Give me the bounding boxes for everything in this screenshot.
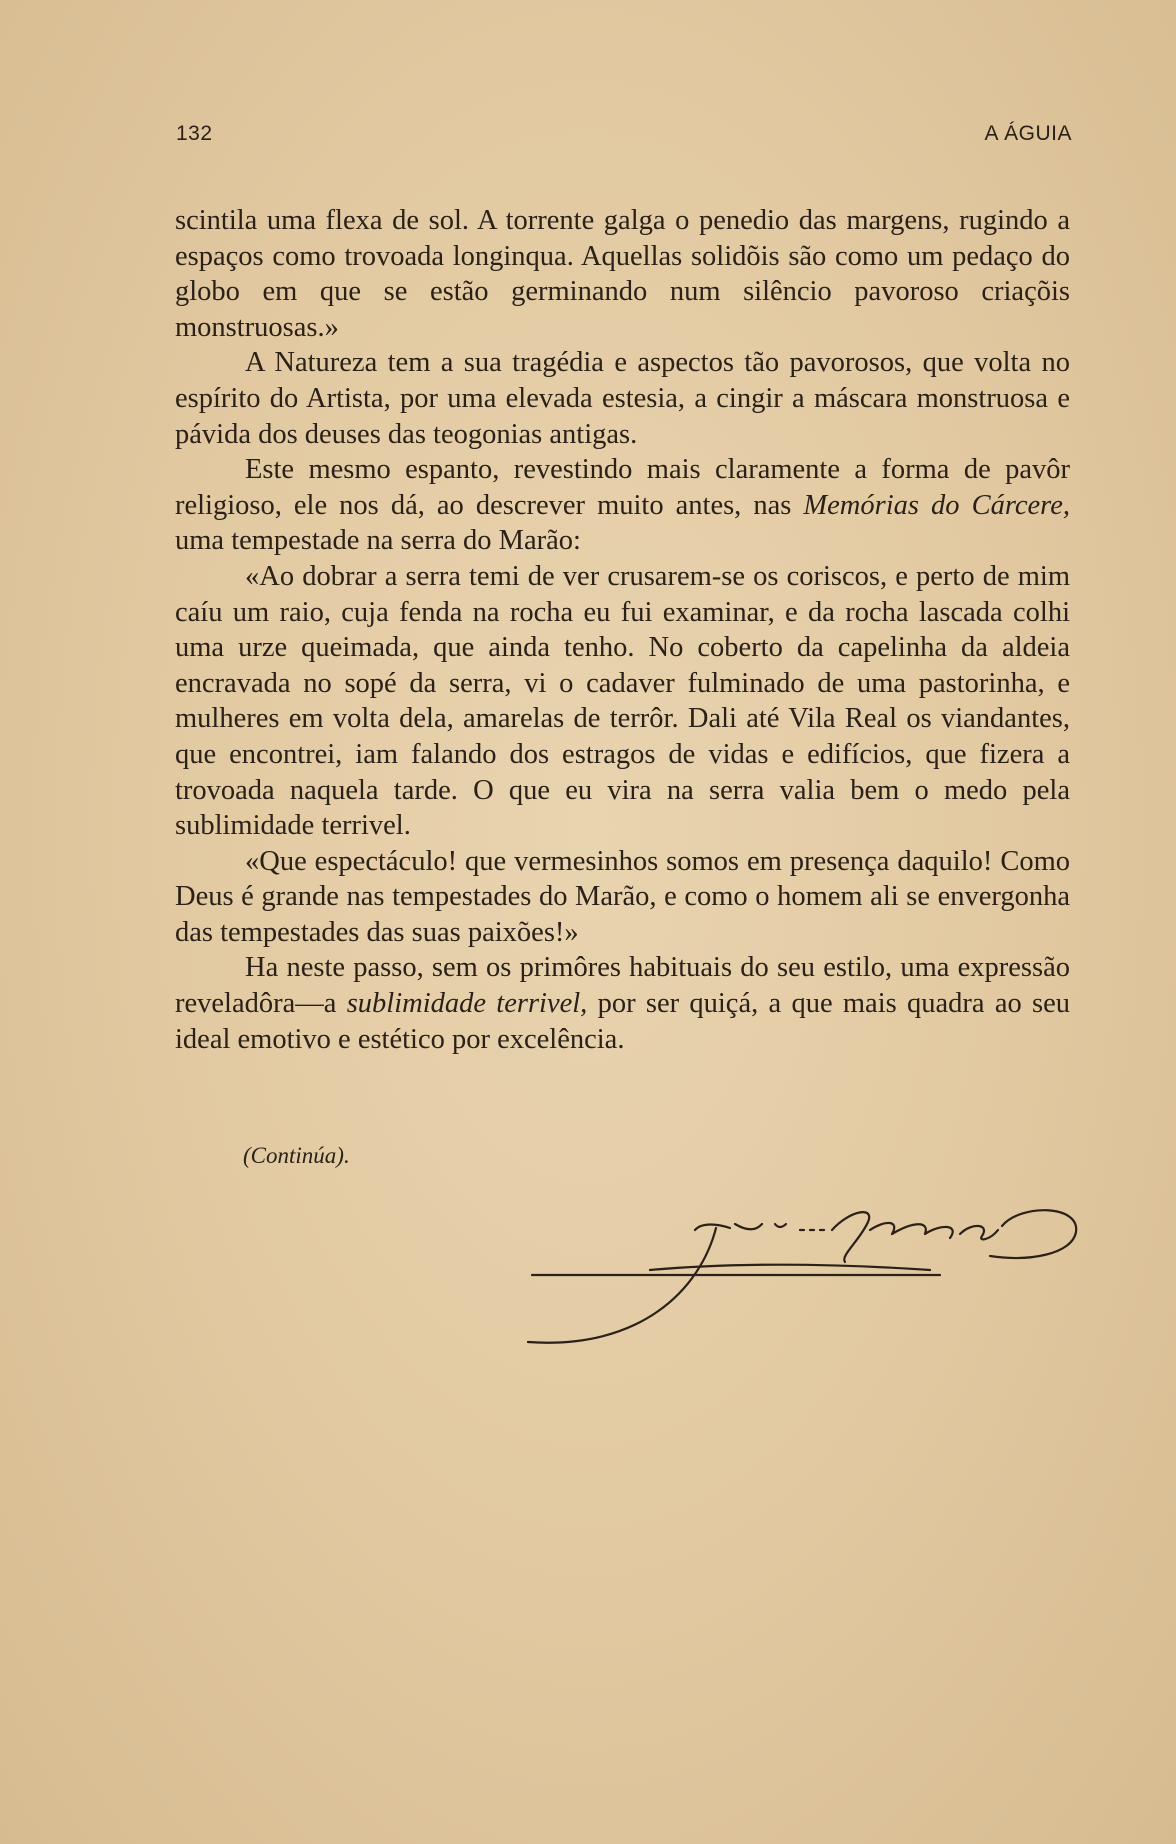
- paragraph: scintila uma flexa de sol. A torrente galga o penedio das margens, rugindo a espaços como trovoada longinqua. Aquellas solidõis são como um pedaço do globo em que se estão germinando num silêncio pavoroso criaçõis monstruosas.»: [175, 205, 1070, 343]
- quotation-paragraph: «Que espectáculo! que vermesinhos somos em presença daquilo! Como Deus é grande nas tempestades do Marão, e como o homem ali se envergonha das tempestades das suas paixões!»: [175, 845, 1070, 948]
- paragraph-text: uma tempestade na serra do Marão:: [175, 525, 581, 557]
- quotation-paragraph: «Ao dobrar a serra temi de ver crusarem-se os coriscos, e perto de mim caíu um raio, cuja fenda na rocha eu fui examinar, e da rocha lascada colhi uma urze queimada, que ainda tenho. No coberto da capelinha da aldeia encravada no sopé da serra, vi o cadaver fulminado de uma pastorinha, e mulheres em volta dela, amarelas de terrôr. Dali até Vila Real os viandantes, que encontrei, iam falando dos estragos de vidas e edifícios, que fizera a trovoada naquela tarde. O que eu vira na serra valia bem o medo pela sublimidade terrivel.: [175, 560, 1070, 842]
- page-number: 132: [176, 122, 213, 145]
- paragraph-text: Este mesmo espanto, revestindo mais claramente a forma de pavôr religioso, ele nos dá, ao descrever muito antes, nas: [175, 454, 1070, 521]
- journal-title: A ÁGUIA: [984, 122, 1072, 145]
- paragraph: [175, 452, 1070, 559]
- paragraph: A Natureza tem a sua tragédia e aspectos tão pavorosos, que volta no espírito do Artista, por uma elevada estesia, a cingir a máscara monstruosa e pávida dos deuses das teogonias antigas.: [175, 347, 1070, 450]
- paragraph-text: Ha neste passo, sem os primôres habituais do seu estilo, uma expressão reveladôra—a: [175, 952, 1070, 1020]
- emphasis-phrase: sublimidade terrivel,: [346, 988, 588, 1020]
- book-title: Memórias do Cárcere,: [803, 489, 1070, 521]
- paragraph-text: por ser quiçá, a que mais quadra ao seu ideal emotivo e estético por excelência.: [175, 988, 1070, 1055]
- continued-note: (Continúa).: [243, 1143, 350, 1168]
- paragraph: [175, 950, 1070, 1057]
- signature-image: [520, 1200, 1080, 1360]
- article-body: [175, 203, 1070, 1057]
